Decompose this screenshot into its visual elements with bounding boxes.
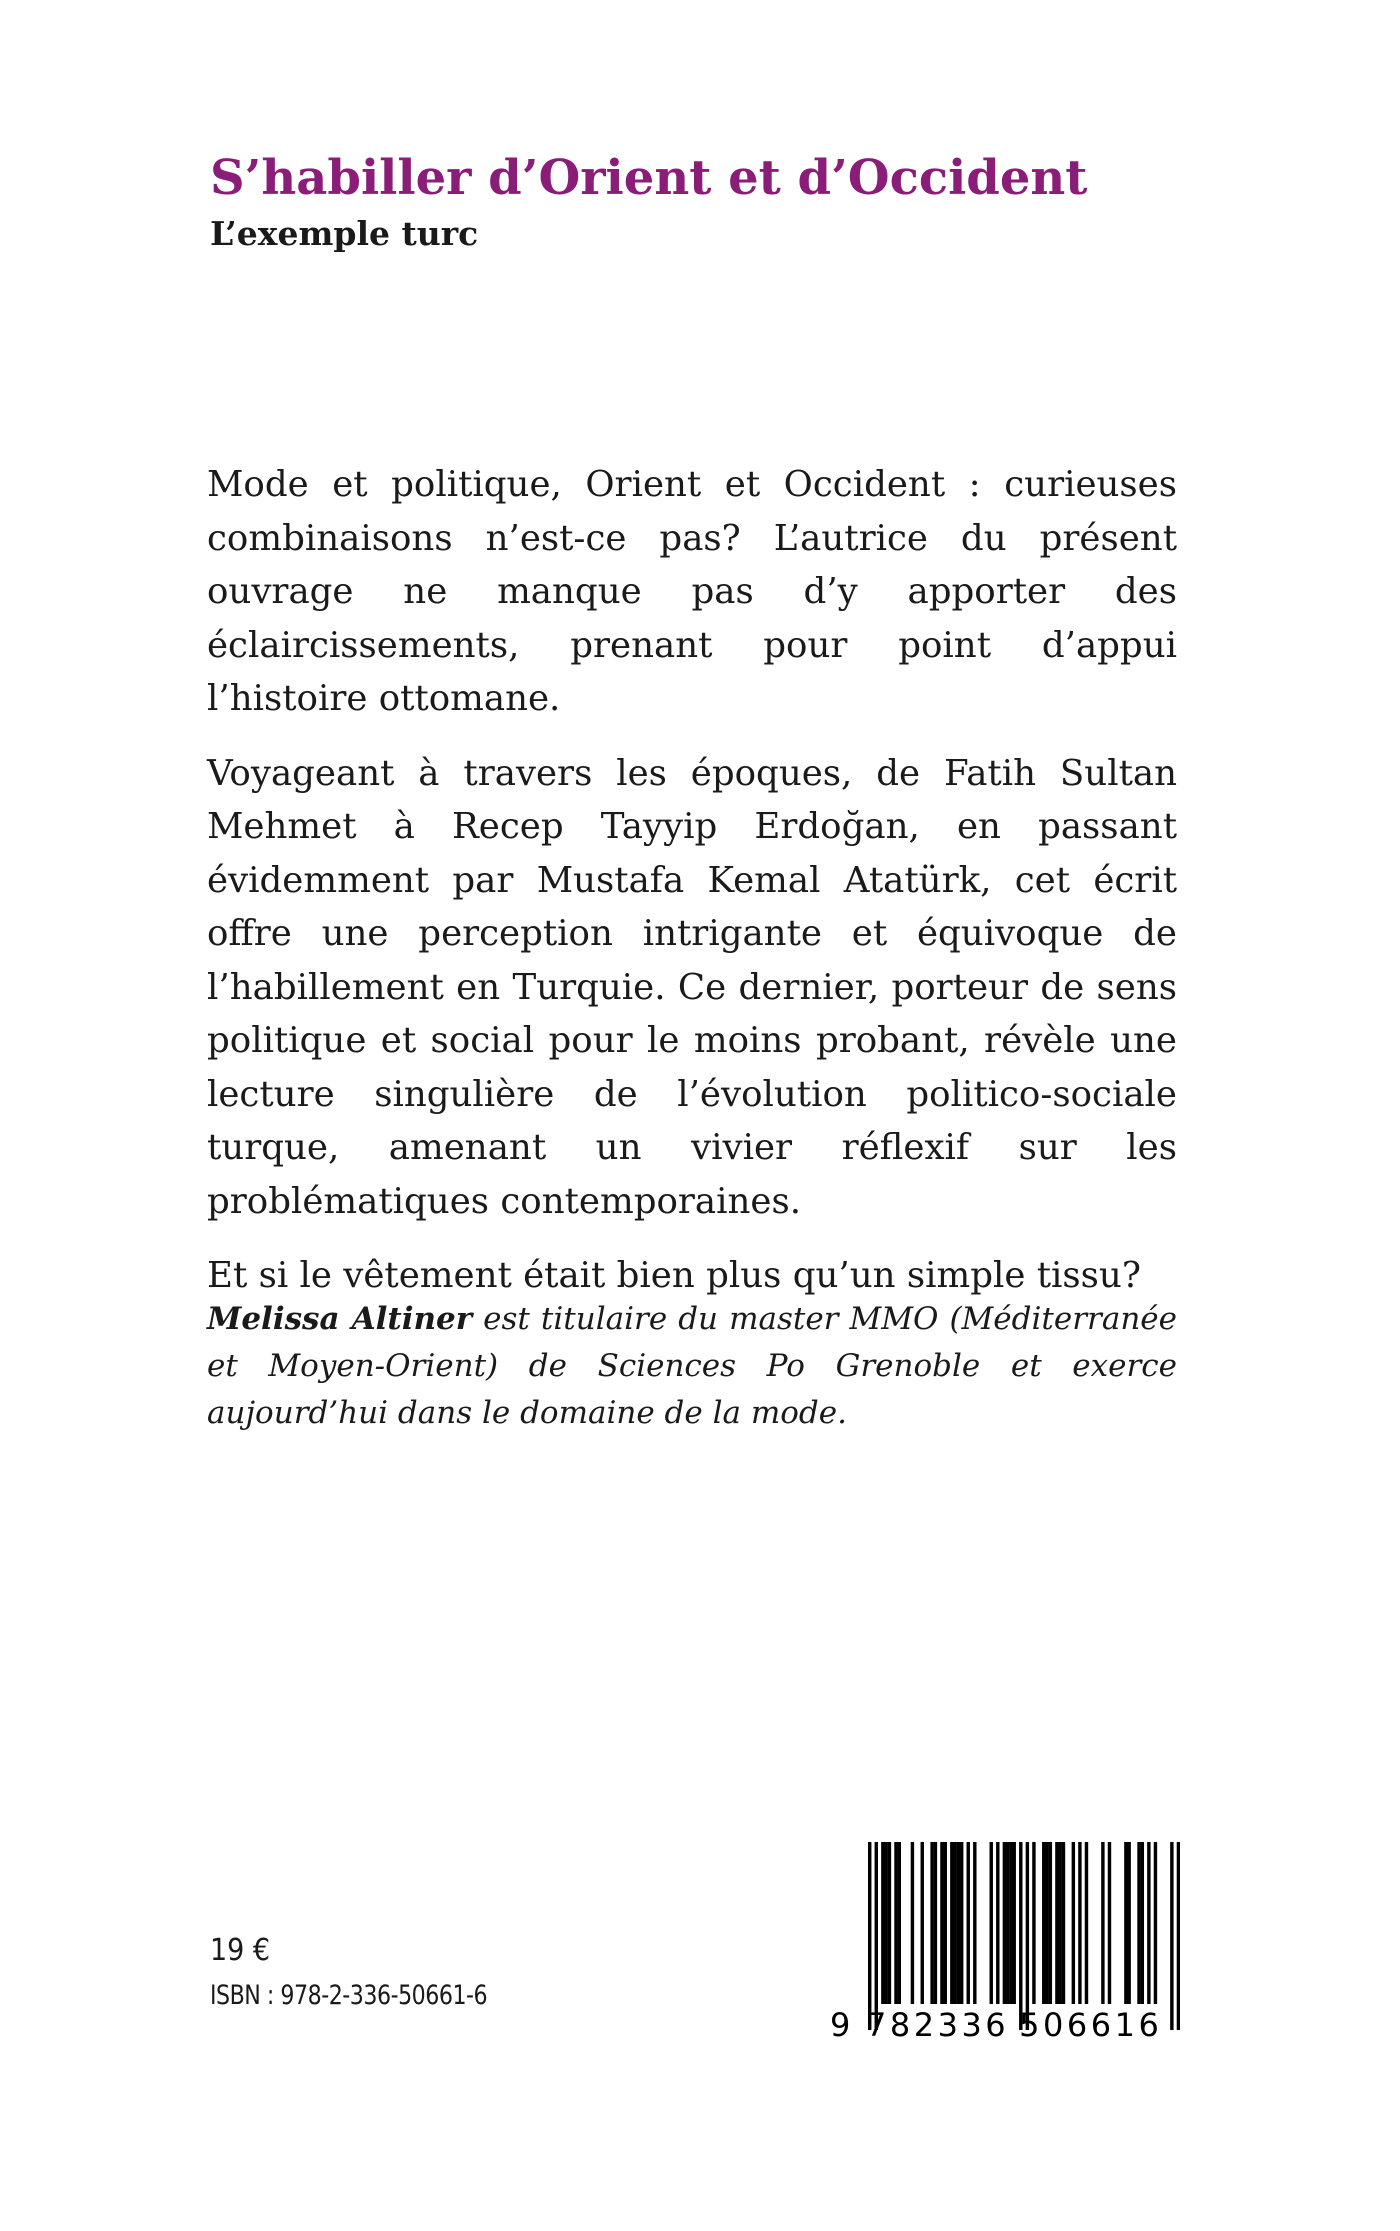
barcode-bar [1127, 1842, 1130, 2004]
barcode-bar [911, 1842, 914, 2004]
price: 19 € [210, 1933, 271, 1968]
barcode-bar [1137, 1842, 1140, 2004]
barcode-bar [884, 1842, 887, 2004]
barcode-bar [1055, 1842, 1058, 2004]
book-title: S’habiller d’Orient et d’Occident [210, 150, 1088, 206]
blurb [207, 458, 1177, 1324]
book-subtitle: L’exemple turc [210, 214, 479, 253]
barcode-bar [1058, 1842, 1061, 2004]
barcode-digit-prefix: 9 [830, 2006, 851, 2044]
barcode-bar [934, 1842, 937, 2004]
barcode-bar [1009, 1842, 1012, 2004]
barcode-bar [944, 1842, 947, 2004]
barcode-bar [953, 1842, 956, 2004]
barcode-icon [868, 1842, 1180, 2030]
barcode-bar [875, 1842, 878, 2030]
author-bio-text: est titulaire du master MMO (Méditerranée et Moyen-Orient) de Sciences Po Grenoble et exerce aujourd’hui dans le domaine de la mode. [207, 1301, 1177, 1431]
blurb-paragraph: Mode et politique, Orient et Occident : curieuses combinaisons n’est-ce pas? L’autrice du présent ouvrage ne manque pas d’y apporter des éclaircissements, prenant pour point d’appui l’histoire ottomane. [207, 464, 1177, 719]
barcode-bar [960, 1842, 963, 2004]
barcode-bar [1042, 1842, 1045, 2004]
barcode-bar [1078, 1842, 1081, 2004]
barcode-bar [1019, 1842, 1022, 2030]
barcode-bar [898, 1842, 901, 2004]
barcode-bar [1170, 1842, 1173, 2030]
barcode-bar [1101, 1842, 1104, 2004]
barcode-bar [967, 1842, 970, 2004]
barcode-bar [1141, 1842, 1144, 2004]
barcode-bar [1108, 1842, 1111, 2004]
barcode-bar [1032, 1842, 1035, 2004]
barcode-bar [881, 1842, 884, 2004]
barcode-digits-left: 782336 [866, 2006, 1010, 2044]
barcode-bar [973, 1842, 976, 2004]
barcode-bar [1006, 1842, 1009, 2004]
author-name: Melissa Altiner [207, 1301, 473, 1337]
barcode-bar [1072, 1842, 1075, 2004]
barcode-bar [957, 1842, 960, 2004]
barcode-bar [1177, 1842, 1180, 2030]
barcode-bar [940, 1842, 943, 2004]
barcode-bar [1062, 1842, 1065, 2004]
barcode-bar [930, 1842, 933, 2004]
barcode-bar [1154, 1842, 1157, 2004]
barcode-bar [950, 1842, 953, 2004]
blurb-paragraph: Et si le vêtement était bien plus qu’un simple tissu? [207, 1255, 1141, 1296]
author-bio [207, 1296, 1177, 1437]
barcode-bar [1049, 1842, 1052, 2004]
barcode-bar [1045, 1842, 1048, 2004]
barcode-digits-right: 506616 [1019, 2006, 1163, 2044]
barcode-bar [1003, 1842, 1006, 2004]
barcode-bar [1013, 1842, 1016, 2004]
barcode-bar [894, 1842, 897, 2004]
isbn: ISBN : 978-2-336-50661-6 [210, 1980, 488, 2011]
barcode-bar [1147, 1842, 1150, 2004]
barcode-number [830, 2006, 1190, 2044]
barcode-bar [996, 1842, 999, 2004]
barcode-bar [990, 1842, 993, 2004]
blurb-paragraph: Voyageant à travers les époques, de Fatih Sultan Mehmet à Recep Tayyip Erdoğan, en passant évidemment par Mustafa Kemal Atatürk, cet écrit offre une perception intrigante et équivoque de l’habillement en Turquie. Ce dernier, porteur de sens politique et social pour le moins probant, révèle une lecture singulière de l’évolution politico-sociale turque, amenant un vivier réflexif sur les problématiques contemporaines. [207, 752, 1177, 1222]
barcode-bar [1085, 1842, 1088, 2004]
barcode-bar [921, 1842, 924, 2004]
barcode-bar [888, 1842, 891, 2004]
barcode-bar [1026, 1842, 1029, 2030]
barcode-bar [1124, 1842, 1127, 2004]
barcode-bar [868, 1842, 871, 2030]
